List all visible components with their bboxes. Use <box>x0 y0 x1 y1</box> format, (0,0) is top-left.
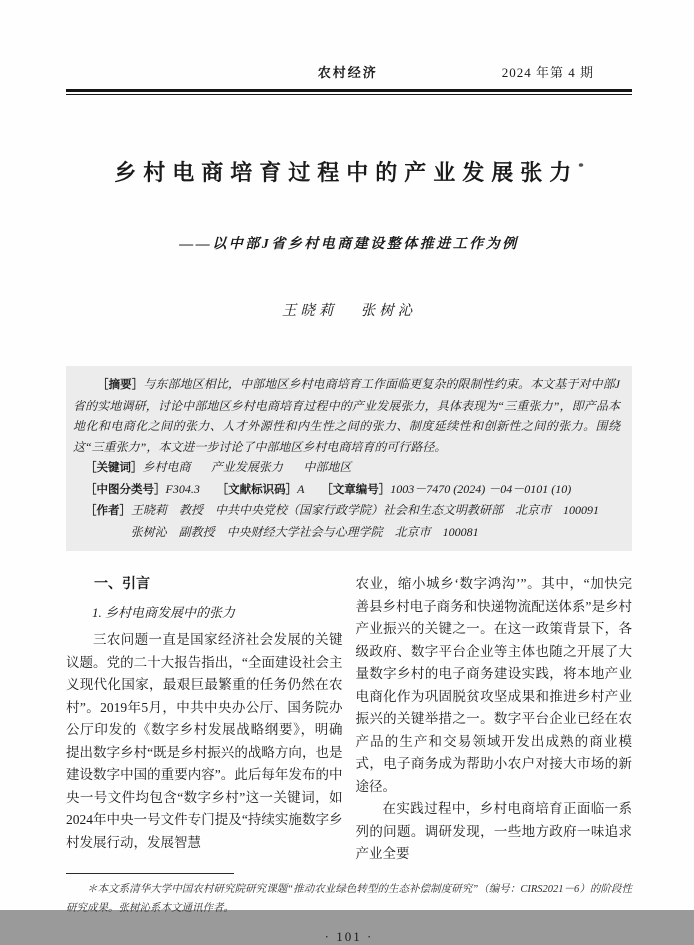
page-number: · 101 · <box>324 928 374 944</box>
journal-name: 农村经济 <box>317 65 378 80</box>
author-name: 王晓莉 <box>281 303 338 319</box>
abstract-label: ［摘要］ <box>97 379 144 391</box>
author-info-text: 王晓莉 教授 中共中央党校（国家行政学院）社会和生态文明教研部 北京市 100091 <box>131 503 600 517</box>
clc-label: ［中图分类号］ <box>85 483 166 496</box>
footnote-text: 本文系清华大学中国农村研究院研究课题“推动农业绿色转型的生态补偿制度研究”（编号：CIRS2021－6）的阶段性研究成果。张树沁系本文通讯作者。 <box>66 883 633 914</box>
abstract-paragraph <box>73 374 620 457</box>
keyword: 中部地区 <box>303 460 352 474</box>
article-body <box>66 573 632 866</box>
left-column <box>66 573 343 866</box>
right-column <box>356 573 633 866</box>
article-title-text: 乡村电商培育过程中的产业发展张力 <box>114 160 579 185</box>
author-info-line-2: 张树沁 副教授 中央财经大学社会与心理学院 北京市 100081 <box>130 524 479 539</box>
subsection-heading: 1. 乡村电商发展中的张力 <box>92 605 236 620</box>
keywords-label: ［关键词］ <box>85 462 143 474</box>
header-rule-thick <box>66 89 632 92</box>
title-footnote-asterisk: * <box>578 161 584 173</box>
keyword: 产业发展张力 <box>210 460 283 474</box>
doc-code-label: ［文献标识码］ <box>216 483 298 496</box>
article-title <box>66 151 632 189</box>
keywords-line <box>73 457 620 479</box>
header-rule-thin <box>66 94 632 95</box>
journal-issue: 2024 年第 4 期 <box>501 65 594 80</box>
abstract-box <box>66 366 632 551</box>
clc-value: F304.3 <box>165 481 200 496</box>
clc-pair <box>85 482 200 496</box>
author-info-line-1 <box>73 500 620 522</box>
article-id-pair <box>321 482 571 496</box>
article-subtitle: ——以中部J省乡村电商建设整体推进工作为例 <box>179 237 519 252</box>
footnote <box>66 880 632 918</box>
article-id-label: ［文章编号］ <box>321 483 391 496</box>
footnote-rule <box>66 873 234 874</box>
classification-line <box>73 479 620 501</box>
abstract-text: 与东部地区相比，中部地区乡村电商培育工作面临更复杂的限制性约束。本文基于对中部J省的实地调研，讨论中部地区乡村电商培育过程中的产业发展张力，具体表现为“三重张力”，即产品本地化和电商化之间的张力、人才外源性和内生性之间的张力、制度延续性和创新性之间的张力。围绕这“三重张力”，本文进一步讨论了中部地区乡村电商培育的可行路径。 <box>73 377 620 454</box>
footnote-marker: ＊ <box>87 883 98 895</box>
author-name: 张树沁 <box>360 303 417 319</box>
journal-header <box>66 62 632 82</box>
doc-code-value: A <box>297 481 305 496</box>
body-paragraph: 三农问题一直是国家经济社会发展的关键议题。党的二十大报告指出，“全面建设社会主义现代化国家，最艰巨最繁重的任务仍然在农村”。2019年5月，中共中央办公厅、国务院办公厅印发的《数字乡村发展战略纲要》，明确提出数字乡村“既是乡村振兴的战略方向，也是建设数字中国的重要内容”。此后每年发布的中央一号文件均包含“数字乡村”这一关键词，如2024年中央一号文件专门提及“持续实施数字乡村发展行动，发展智慧 <box>66 632 343 850</box>
doc-code-pair <box>217 482 305 496</box>
section-heading: 一、引言 <box>94 575 150 591</box>
article-id-value: 1003－7470 (2024) －04－0101 (10) <box>390 481 572 496</box>
author-info-label: ［作者］ <box>85 505 131 517</box>
keyword: 乡村电商 <box>142 460 191 474</box>
article-authors <box>66 299 632 320</box>
body-paragraph: 在实践过程中，乡村电商培育正面临一系列的问题。调研发现，一些地方政府一味追求产业全要 <box>355 801 632 861</box>
body-paragraph-continuation: 农业，缩小城乡‘数字鸿沟’”。其中，“加快完善县乡村电子商务和快递物流配送体系”是乡村产业振兴的关键之一。在这一政策背景下，各级政府、数字平台企业等主体也随之开展了大量数字乡村的电子商务建设实践，将本地产业电商化作为巩固脱贫攻坚成果和推进乡村产业振兴的关键举措之一。数字平台企业已经在农产品的生产和交易领域开发出成熟的商业模式，电子商务成为帮助小农户对接大市场的新途径。 <box>355 576 632 794</box>
